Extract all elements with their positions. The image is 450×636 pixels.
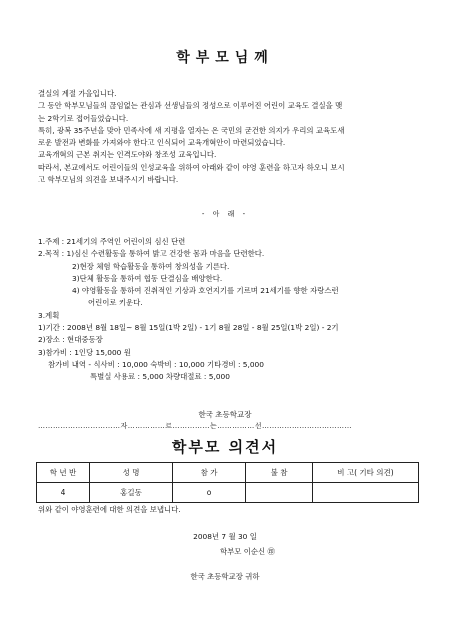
plan-item: 2.목적 : 1)심신 수련활동을 통하여 밝고 건강한 몸과 마음을 단련한다. (38, 249, 265, 259)
plan-item: 3.계획 (38, 310, 60, 320)
parent-signature: 학부모 이순신 ㊞ (220, 547, 275, 556)
header-class: 학 년 반 (37, 463, 90, 483)
header-attend: 참 가 (173, 463, 246, 483)
plan-item: 참가비 내역 - 식사비 : 10,000 숙박비 : 10,000 기타경비 : 5,000 (48, 359, 264, 369)
intro-line: 로운 발전과 변화를 가져와야 한다고 인식되어 교육개혁안이 마련되었습니다. (38, 138, 286, 148)
header-remarks: 비 고( 기타 의견) (313, 463, 419, 483)
header-absent: 불 참 (246, 463, 313, 483)
plan-item: 1)기간 : 2008년 8월 18일~ 8월 15일(1박 2일) - 1기 8월 28일 - 8월 25일(1박 2일) - 2기 (38, 323, 339, 333)
school-signature: 한국 초등학교장 (198, 410, 252, 419)
cell-attend[interactable]: o (173, 483, 246, 503)
cell-class[interactable]: 4 (37, 483, 90, 503)
plan-item: 2)현장 체험 학습활동을 통하여 창의성을 기른다. (72, 261, 230, 271)
intro-line: 그 동안 학부모님들의 끊임없는 관심과 선생님들의 정성으로 이루어진 어린이 교육도 결실을 맺 (38, 101, 343, 111)
plan-item: 어린이로 키운다. (88, 298, 143, 308)
plan-item: 3)참가비 : 1인당 15,000 원 (38, 347, 131, 357)
opinion-table (36, 462, 419, 503)
addressee: 한국 초등학교장 귀하 (190, 572, 260, 581)
confirm-text: 위와 같이 야영훈련에 대한 의견을 보냅니다. (38, 505, 181, 514)
intro-line: 결실의 계절 가을입니다. (38, 89, 117, 98)
date-line: 2008년 7 월 30 일 (193, 532, 257, 541)
cell-absent[interactable] (246, 483, 313, 503)
cell-name[interactable]: 홍길동 (90, 483, 173, 503)
plan-items (38, 236, 423, 384)
table-header-row (37, 463, 419, 483)
header-name: 성 명 (90, 463, 173, 483)
plan-item: 4) 야영활동을 통하여 진취적인 기상과 호연지기를 기르며 21세기를 향한 자랑스런 (72, 286, 339, 296)
plan-item: 특별실 사용료 : 5,000 차량대절료 : 5,000 (90, 372, 230, 382)
intro-line: 고 학부모님의 의견을 보내주시기 바랍니다. (38, 175, 179, 185)
intro-line: 따라서, 본교에서도 어린이들의 인성교육을 위하여 아래와 같이 야영 훈련을 하고자 하오니 보시 (38, 162, 345, 172)
document-title: 학부모님께 (176, 50, 274, 66)
intro-paragraph (38, 88, 423, 186)
opinion-form-title: 학부모 의견서 (171, 438, 279, 456)
cell-remarks[interactable] (313, 483, 419, 503)
plan-item: 2)장소 : 현대중동장 (38, 335, 103, 345)
plan-item: 3)단체 활동을 통하여 협동 단결심을 배양한다. (72, 273, 223, 283)
intro-line: 는 2학기로 접어들었습니다. (38, 113, 129, 123)
intro-line: 특히, 광복 35주년을 맞아 민족사에 새 지평을 열자는 온 국민의 굳건한 의지가 우리의 교육도새 (38, 125, 345, 135)
plan-item: 1.주제 : 21세기의 주역인 어린이의 심신 단련 (38, 237, 186, 246)
cut-line: ……………………………자……………르……………는……………선……………………………… (38, 422, 353, 430)
notice-heading: - 아 래 - (201, 210, 249, 218)
intro-line: 교육개혁의 근본 취지는 인격도야와 창조성 교육입니다. (38, 150, 217, 160)
table-row (37, 483, 419, 503)
